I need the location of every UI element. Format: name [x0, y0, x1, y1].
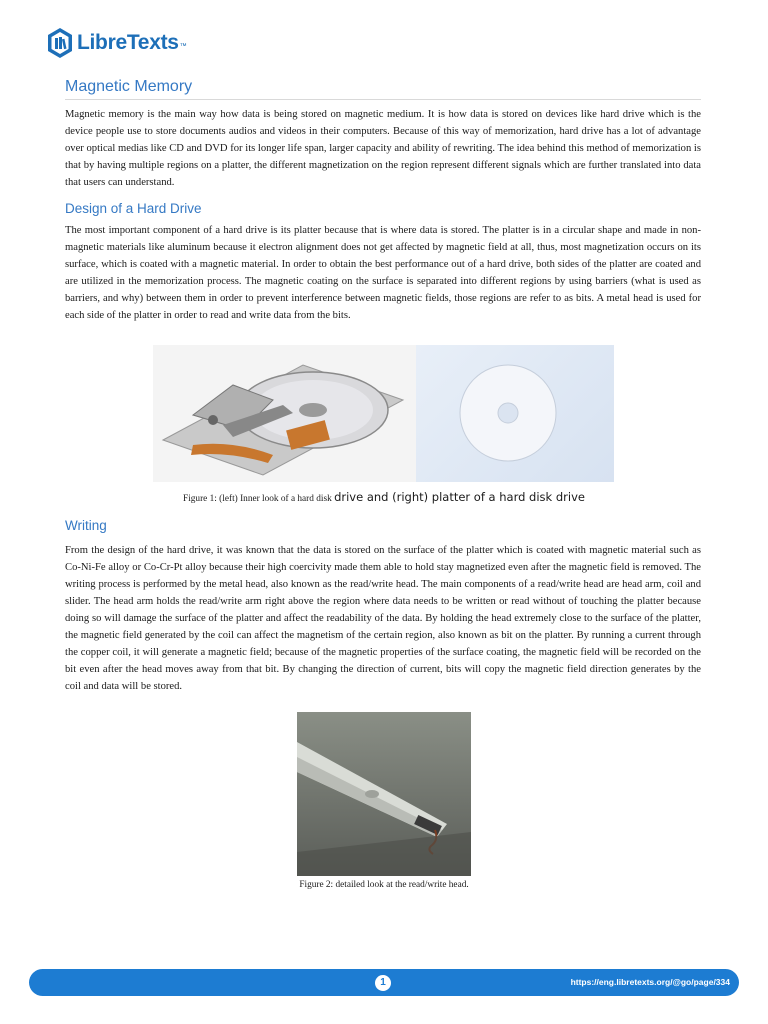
libretexts-logo[interactable] — [46, 27, 187, 59]
page-title: Magnetic Memory — [65, 78, 701, 100]
figure-1-caption — [0, 490, 768, 504]
libretexts-hexagon-icon — [46, 27, 74, 59]
design-paragraph: The most important component of a hard drive is its platter because that is where data is stored. The platter is in a circular shape and made in non-magnetic materials like aluminum because it electron alignment does not get affected by magnetic field at all, thus, most magnetization occurs on its surface, which is coated with a magnetic material. In order to obtain the best performance out of a hard drive, both sides of the platter are coated and are utilized in the memorization process. The magnetic coating on the surface is separated into different regions by using barriers (what is used as barriers, and why) between them in order to prevent interference between magnetic fields, those regions are refer to as bits. A metal head is used for each side of the platter in order to read and write data from the bits. — [65, 225, 701, 321]
section-heading-design: Design of a Hard Drive — [65, 201, 202, 216]
figure-1-caption-part-a: Figure 1: (left) Inner look of a hard disk — [183, 494, 335, 504]
read-write-head-image — [297, 712, 471, 876]
logo-trademark: ™ — [179, 42, 187, 50]
hard-drive-interior-image — [153, 345, 416, 482]
footer-bar — [29, 969, 739, 996]
figure-1-caption-part-b: drive and (right) platter of a hard disk drive — [334, 490, 585, 504]
page-url-link[interactable]: https://eng.libretexts.org/@go/page/334 — [570, 977, 730, 987]
figure-2-caption: Figure 2: detailed look at the read/write head. — [299, 880, 469, 890]
writing-paragraph: From the design of the hard drive, it was known that the data is stored on the surface of the platter which is coated with magnetic material such as Co-Ni-Fe alloy or Co-Cr-Pt alloy because their high coercivity made them able to hold stay magnetized even after the magnetic field is removed. The writing process is performed by the metal head, also known as the read/write head. The main components of a read/write head are head arm, coil and slider. The head arm holds the read/write arm right above the region where data needs to be written or read without of touching the platter because doing so will damage the surface of the platter and affect the readability of the data. By holding the head extremely close to the surface of the platter, the magnetic field generated by the coil can affect the magnetism of the certain region, also known as bit on the platter. By running a current through the copper coil, it will generate a magnetic field; because of the magnetic properties of the surface coating, the magnetic field will be recorded on the bit even after the head moves away from that bit. By changing the direction of current, bits will copy the magnetic field direction generates by the coil and data will be stored. — [65, 545, 701, 692]
page-number: 1 — [375, 975, 391, 991]
intro-paragraph: Magnetic memory is the main way how data is being stored on magnetic medium. It is how data is stored on devices like hard drive which is the device people use to store documents audios and videos in their computers. Because of this way of memorization, hard drive has a lot of advantage over optical medias like CD and DVD for its longer life span, larger capacity and ability of rewriting. The idea behind this method of memorization is that by having multiple regions on a platter, the different magnetization on the region represent different signals which are further translated into data that users can understand. — [65, 109, 701, 188]
platter-image — [416, 345, 614, 482]
logo-text: LibreTexts — [77, 31, 179, 54]
section-heading-writing: Writing — [65, 518, 107, 533]
